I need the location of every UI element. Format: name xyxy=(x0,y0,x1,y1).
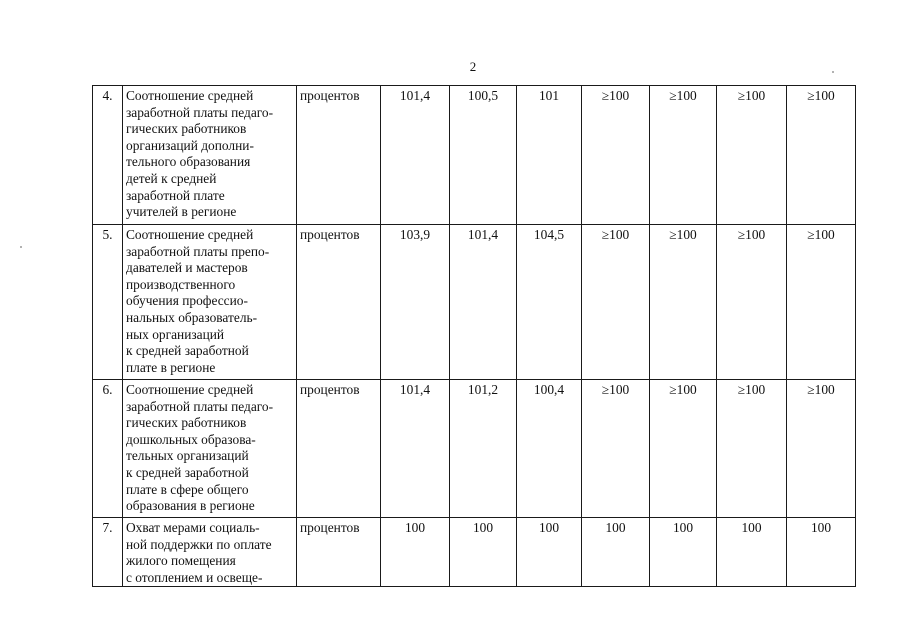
description-line: тельных организаций xyxy=(126,448,249,464)
scan-speck xyxy=(20,246,22,248)
value-cell: ≥100 xyxy=(717,86,787,225)
description-line: Соотношение средней xyxy=(126,227,254,242)
unit-cell: процентов xyxy=(297,380,381,518)
value-cell: 100,5 xyxy=(450,86,517,225)
row-number: 4. xyxy=(93,86,123,225)
description-line: Охват мерами социаль- xyxy=(126,520,260,535)
description-line: к средней заработной xyxy=(126,464,249,480)
description-line: ной поддержки по оплате xyxy=(126,536,272,552)
row-number: 6. xyxy=(93,380,123,518)
value-cell: ≥100 xyxy=(650,380,717,518)
value-cell: ≥100 xyxy=(717,225,787,380)
unit-cell: процентов xyxy=(297,225,381,380)
description-line: с отоплением и освеще- xyxy=(126,569,263,585)
description-line: плате в сфере общего xyxy=(126,481,249,497)
description-line: дошкольных образова- xyxy=(126,431,256,447)
value-cell: ≥100 xyxy=(787,86,856,225)
description-line: заработной платы педаго- xyxy=(126,104,274,120)
description-line: учителей в регионе xyxy=(126,204,237,220)
description-line: детей к средней xyxy=(126,170,217,186)
description-line: Соотношение средней xyxy=(126,88,254,103)
value-cell: 100,4 xyxy=(517,380,582,518)
indicator-description xyxy=(123,225,297,380)
value-cell: ≥100 xyxy=(650,86,717,225)
value-cell: ≥100 xyxy=(787,380,856,518)
value-cell: ≥100 xyxy=(582,86,650,225)
description-line: заработной платы педаго- xyxy=(126,398,274,414)
table-row xyxy=(93,518,856,587)
value-cell: ≥100 xyxy=(650,225,717,380)
value-cell: 101,4 xyxy=(450,225,517,380)
description-line: тельного образования xyxy=(126,154,251,170)
value-cell: ≥100 xyxy=(787,225,856,380)
row-number: 5. xyxy=(93,225,123,380)
value-cell: 101,2 xyxy=(450,380,517,518)
table-row xyxy=(93,225,856,380)
indicators-table xyxy=(92,85,856,587)
value-cell: 100 xyxy=(450,518,517,587)
value-cell: 100 xyxy=(381,518,450,587)
description-line: обучения профессио- xyxy=(126,293,248,309)
value-cell: 100 xyxy=(650,518,717,587)
value-cell: 100 xyxy=(787,518,856,587)
description-line: жилого помещения xyxy=(126,553,236,569)
description-line: заработной платы препо- xyxy=(126,243,270,259)
scan-speck xyxy=(832,71,834,73)
row-number: 7. xyxy=(93,518,123,587)
description-line: ных организаций xyxy=(126,326,225,342)
value-cell: 101,4 xyxy=(381,380,450,518)
description-line: организаций дополни- xyxy=(126,137,254,153)
value-cell: ≥100 xyxy=(582,380,650,518)
value-cell: 100 xyxy=(517,518,582,587)
indicator-description xyxy=(123,380,297,518)
value-cell: ≥100 xyxy=(717,380,787,518)
description-line: плате в регионе xyxy=(126,359,216,375)
unit-cell: процентов xyxy=(297,518,381,587)
description-line: Соотношение средней xyxy=(126,382,254,397)
value-cell: 101 xyxy=(517,86,582,225)
value-cell: 103,9 xyxy=(381,225,450,380)
value-cell: ≥100 xyxy=(582,225,650,380)
value-cell: 104,5 xyxy=(517,225,582,380)
description-line: давателей и мастеров xyxy=(126,260,248,276)
value-cell: 100 xyxy=(717,518,787,587)
description-line: производственного xyxy=(126,276,236,292)
value-cell: 101,4 xyxy=(381,86,450,225)
value-cell: 100 xyxy=(582,518,650,587)
indicator-description xyxy=(123,86,297,225)
description-line: образования в регионе xyxy=(126,498,255,514)
description-line: нальных образователь- xyxy=(126,309,258,325)
page-number: 2 xyxy=(469,59,477,74)
indicator-description xyxy=(123,518,297,587)
unit-cell: процентов xyxy=(297,86,381,225)
description-line: гических работников xyxy=(126,121,247,137)
table-row xyxy=(93,86,856,225)
description-line: заработной плате xyxy=(126,187,225,203)
table-row xyxy=(93,380,856,518)
description-line: к средней заработной xyxy=(126,343,249,359)
description-line: гических работников xyxy=(126,415,247,431)
table-body xyxy=(93,86,856,587)
